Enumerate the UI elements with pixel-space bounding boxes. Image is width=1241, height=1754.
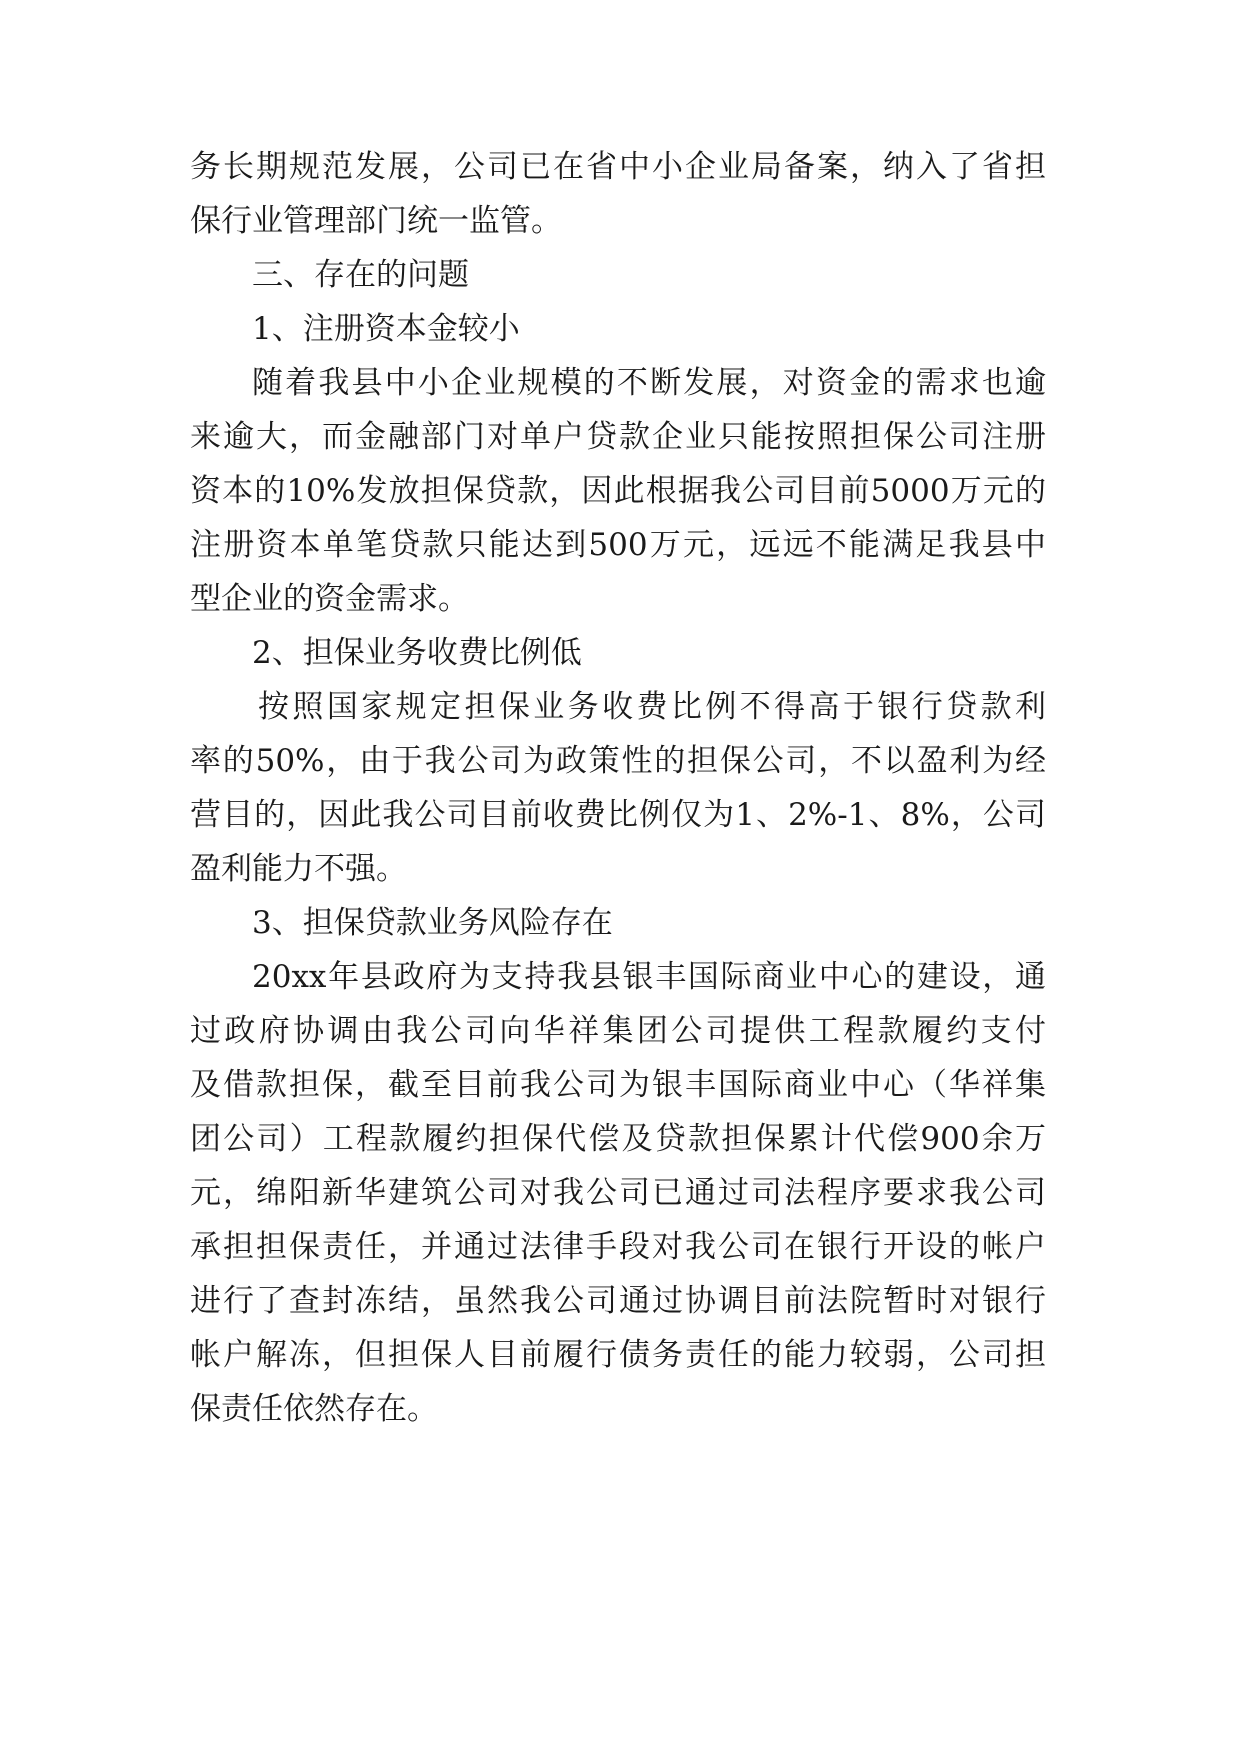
paragraph-line: 帐户解冻，但担保人目前履行债务责任的能力较弱，公司担 — [190, 1337, 1046, 1373]
paragraph-line: 注册资本单笔贷款只能达到500万元，远远不能满足我县中 — [190, 527, 1046, 563]
paragraph-line: 保责任依然存在。 — [190, 1391, 438, 1427]
paragraph-line: 团公司）工程款履约担保代偿及贷款担保累计代偿900余万 — [190, 1121, 1046, 1157]
paragraph-line: 率的50%，由于我公司为政策性的担保公司，不以盈利为经 — [190, 743, 1046, 779]
paragraph-line: 随着我县中小企业规模的不断发展，对资金的需求也逾 — [252, 365, 1046, 401]
paragraph-line: 资本的10%发放担保贷款，因此根据我公司目前5000万元的 — [190, 473, 1046, 509]
paragraph-line: 及借款担保，截至目前我公司为银丰国际商业中心（华祥集 — [190, 1067, 1046, 1103]
paragraph-line: 过政府协调由我公司向华祥集团公司提供工程款履约支付 — [190, 1013, 1046, 1049]
subsection-heading: 1、注册资本金较小 — [252, 311, 520, 347]
paragraph-line: 按照国家规定担保业务收费比例不得高于银行贷款利 — [258, 689, 1046, 725]
paragraph-line: 盈利能力不强。 — [190, 851, 407, 887]
subsection-heading: 3、担保贷款业务风险存在 — [252, 905, 613, 941]
paragraph-line: 元，绵阳新华建筑公司对我公司已通过司法程序要求我公司 — [190, 1175, 1046, 1211]
paragraph-line: 型企业的资金需求。 — [190, 581, 469, 617]
paragraph-line: 保行业管理部门统一监管。 — [190, 203, 562, 239]
paragraph-line: 营目的，因此我公司目前收费比例仅为1、2%-1、8%，公司 — [190, 797, 1046, 833]
paragraph-line: 承担担保责任，并通过法律手段对我公司在银行开设的帐户 — [190, 1229, 1046, 1265]
paragraph-line: 进行了查封冻结，虽然我公司通过协调目前法院暂时对银行 — [190, 1283, 1046, 1319]
paragraph-line: 来逾大，而金融部门对单户贷款企业只能按照担保公司注册 — [190, 419, 1046, 455]
paragraph-line: 20xx年县政府为支持我县银丰国际商业中心的建设，通 — [252, 959, 1046, 995]
paragraph-line: 务长期规范发展，公司已在省中小企业局备案，纳入了省担 — [190, 149, 1046, 185]
section-heading: 三、存在的问题 — [252, 257, 469, 293]
subsection-heading: 2、担保业务收费比例低 — [252, 635, 582, 671]
